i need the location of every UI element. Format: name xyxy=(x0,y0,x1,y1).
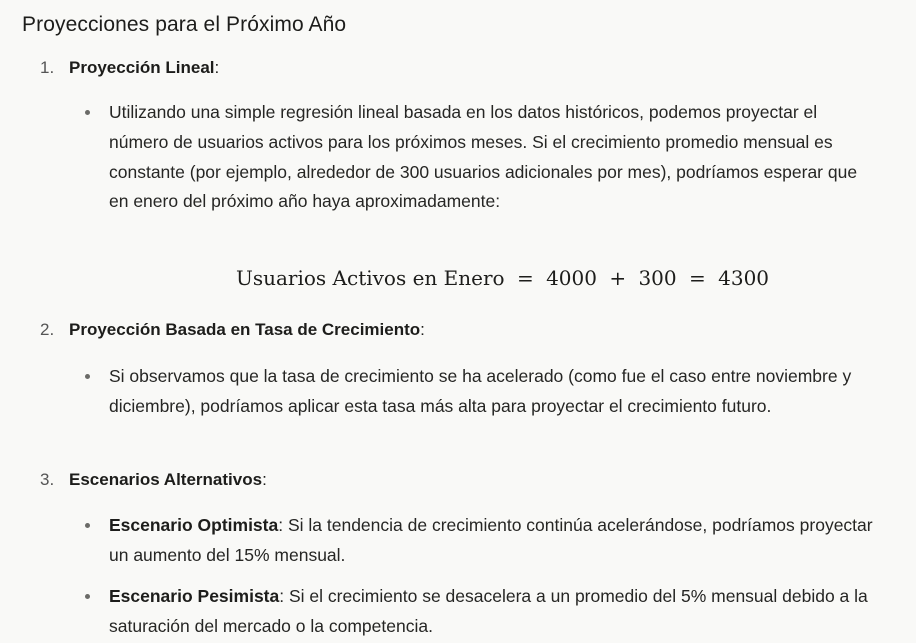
item-title: Escenarios Alternativos xyxy=(69,470,263,489)
bullet-dot xyxy=(85,110,90,115)
equation-equals-2: = xyxy=(689,266,706,290)
item-title: Proyección Lineal xyxy=(69,58,215,77)
equation-term-a: 4000 xyxy=(546,266,597,290)
bullet-dot xyxy=(85,523,90,528)
bullet-dot xyxy=(85,594,90,599)
bullet-pessimistic-scenario xyxy=(109,582,879,642)
bullet-label: Escenario Pesimista xyxy=(109,586,280,606)
equation-equals: = xyxy=(516,266,534,290)
bullet-text: : Si el crecimiento se desacelera a un promedio del 5% mensual debido a la saturación del mercado o la competencia. xyxy=(109,586,868,636)
bullet-text: : Si la tendencia de crecimiento continúa acelerándose, podríamos proyectar un aumento del 15% mensual. xyxy=(109,515,873,565)
equation-result: 4300 xyxy=(718,266,770,290)
equation-plus: + xyxy=(609,266,627,290)
equation-term-b: 300 xyxy=(638,266,677,290)
bullet-linear-regression xyxy=(109,98,879,217)
equation-lhs: Usuarios Activos en Enero xyxy=(236,266,505,290)
item-number: 1. xyxy=(40,58,55,77)
numbered-item-alternative-scenarios xyxy=(40,469,267,491)
numbered-item-growth-rate-projection xyxy=(40,319,425,341)
numbered-item-linear-projection xyxy=(40,57,219,79)
item-colon: : xyxy=(420,320,425,339)
bullet-growth-rate xyxy=(109,362,879,422)
bullet-dot xyxy=(85,374,90,379)
item-colon: : xyxy=(214,58,220,77)
item-number: 3. xyxy=(40,470,55,489)
page-heading: Proyecciones para el Próximo Año xyxy=(22,13,347,36)
bullet-label: Escenario Optimista xyxy=(109,515,279,535)
bullet-text: Si observamos que la tasa de crecimiento se ha acelerado (como fue el caso entre noviembre y diciembre), podríamos aplicar esta tasa más alta para proyectar el crecimiento futuro. xyxy=(109,366,852,416)
item-colon: : xyxy=(262,470,267,489)
equation-active-users xyxy=(236,266,769,290)
item-number: 2. xyxy=(40,320,55,339)
bullet-optimistic-scenario xyxy=(109,511,879,571)
bullet-text: Utilizando una simple regresión lineal basada en los datos históricos, podemos proyectar el número de usuarios activos para los próximos meses. Si el crecimiento promedio mensual es constante (por ejemplo, alrededor de 300 usuarios adicionales por mes), podríamos esperar que en enero del próximo año haya aproximadamente: xyxy=(109,102,858,212)
item-title: Proyección Basada en Tasa de Crecimiento xyxy=(69,320,421,339)
